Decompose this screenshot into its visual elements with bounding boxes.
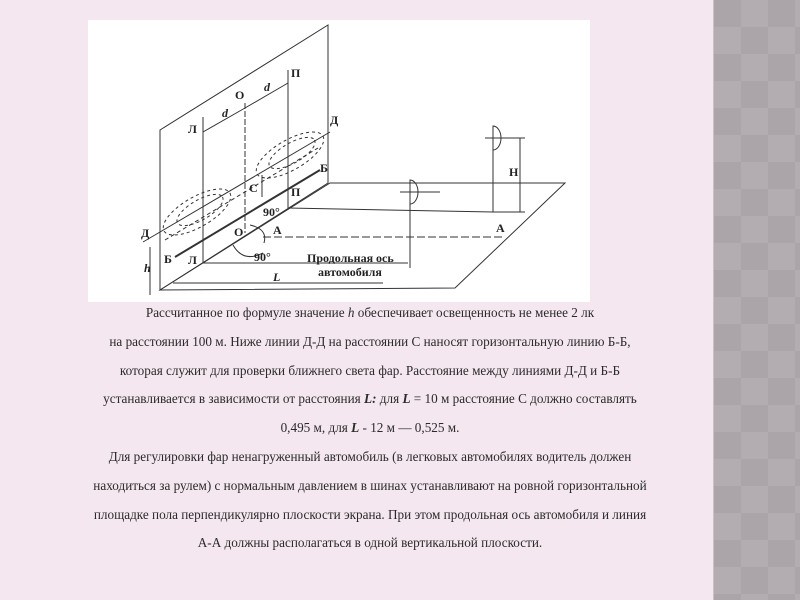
diagram-label: А (496, 221, 505, 235)
description-text (30, 302, 710, 561)
text-line: А-А должны располагаться в одной вертикальной плоскости. (197, 535, 543, 551)
diagram-label: Д (330, 113, 339, 127)
diagram-label: L (273, 270, 281, 284)
diagram-label: С (249, 181, 258, 195)
diagram-label: Л (188, 253, 197, 267)
decorative-side-strip (713, 0, 800, 600)
text-line: Рассчитанное по формуле значение h обеспечивает освещенность не менее 2 лк (145, 305, 595, 320)
text-line: площадке пола перпендикулярно плоскости экрана. При этом продольная ось автомобиля и линия (93, 506, 647, 522)
text-line: Для регулировки фар ненагруженный автомобиль (в легковых автомобилях водитель должен (108, 448, 632, 464)
diagram-label: d (222, 106, 228, 120)
diagram-svg (88, 20, 590, 302)
diagram-label: Б (164, 252, 172, 266)
diagram-label: Н (509, 165, 519, 179)
text-line: которая служит для проверки ближнего света фар. Расстояние между линиями Д-Д и Б-Б (119, 362, 621, 378)
diagram-label: 90° (254, 250, 271, 264)
headlight-adjustment-diagram (88, 20, 590, 302)
diagram-label: 90° (263, 205, 280, 219)
diagram-label: h (144, 261, 151, 275)
diagram-label: А (273, 223, 282, 237)
diagram-label: Продольная ось (307, 251, 394, 265)
text-line: 0,495 м, для L - 12 м — 0,525 м. (280, 420, 460, 436)
line-b-b (175, 170, 320, 257)
diagram-label: О (235, 88, 245, 102)
text-line: находиться за рулем) с нормальным давлением в шинах устанавливают на ровной горизонтальной (93, 477, 647, 493)
diagram-label: d (264, 80, 270, 94)
diagram-label: П (291, 185, 301, 199)
diagram-label: Л (188, 122, 197, 136)
diagram-label: Б (320, 161, 328, 175)
text-line: на расстоянии 100 м. Ниже линии Д-Д на расстоянии С наносят горизонтальную линию Б-Б, (109, 333, 631, 349)
diagram-label: Д (141, 226, 150, 240)
diagram-label: П (291, 66, 301, 80)
text-line: устанавливается в зависимости от расстояния L: для L = 10 м расстояние С должно составлять (103, 391, 637, 407)
diagram-label: автомобиля (318, 265, 382, 279)
diagram-label: О (234, 225, 244, 239)
